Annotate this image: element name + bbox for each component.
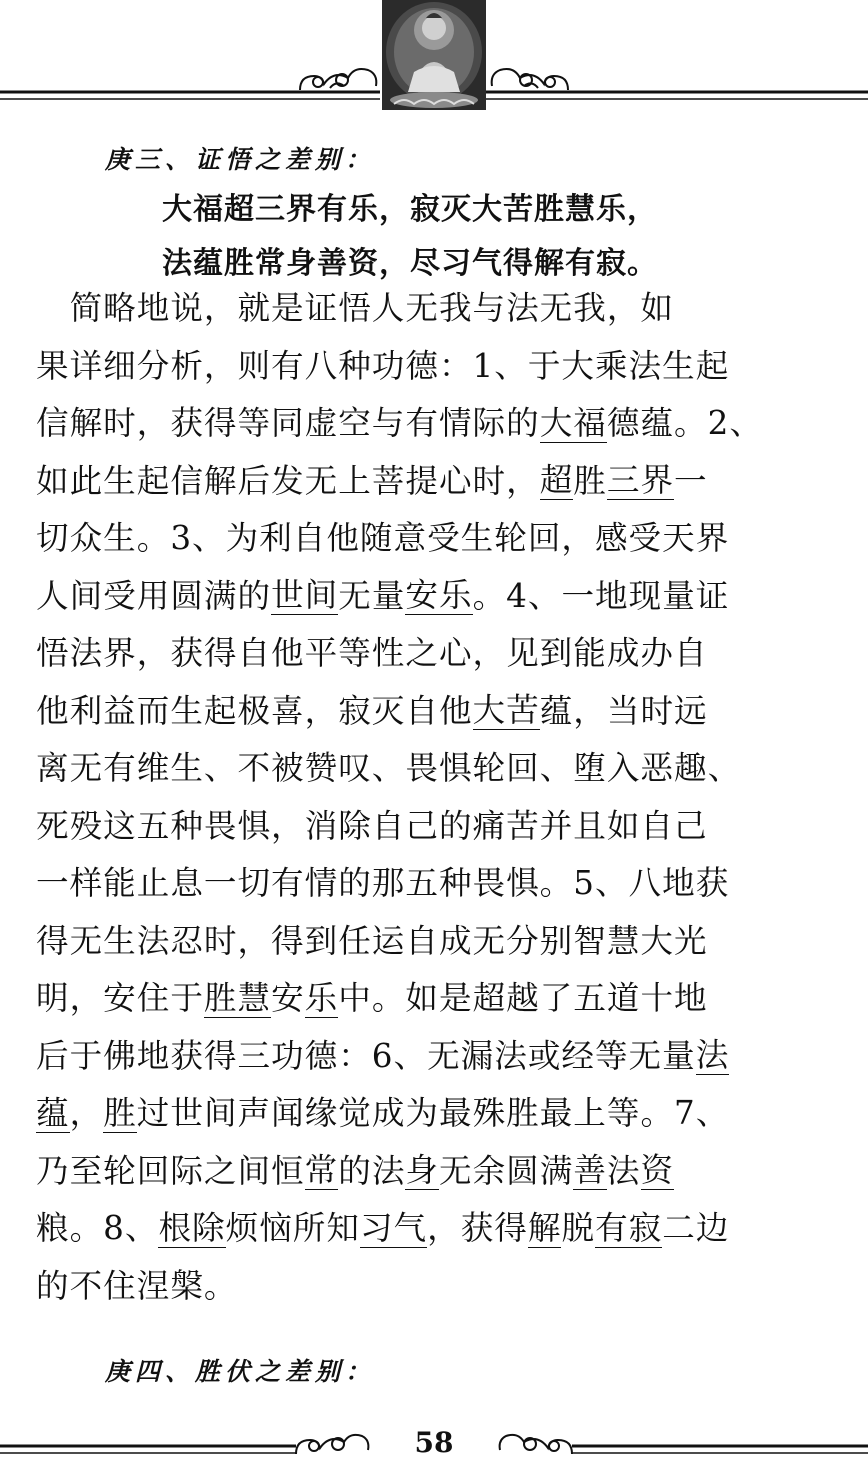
body-line bbox=[36, 453, 828, 511]
text-run: 粮。8、 bbox=[36, 1209, 159, 1247]
underlined-term: 身 bbox=[405, 1151, 439, 1190]
body-line bbox=[36, 1085, 828, 1143]
text-run: 一样能止息一切有情的那五种畏惧。5、八地获 bbox=[36, 864, 730, 902]
body-line bbox=[36, 855, 828, 913]
underlined-term: 资 bbox=[640, 1151, 675, 1190]
body-line bbox=[36, 568, 828, 626]
underlined-term: 超 bbox=[539, 461, 574, 500]
body-line bbox=[36, 280, 828, 338]
footer-cloud-right-icon bbox=[500, 1435, 572, 1454]
text-run: 安 bbox=[271, 979, 305, 1017]
text-run: 他利益而生起极喜，寂灭自他 bbox=[36, 691, 473, 730]
verse-line-1: 大福超三界有乐，寂灭大苦胜慧乐， bbox=[162, 192, 658, 227]
text-run: 二边 bbox=[662, 1209, 730, 1247]
body-line bbox=[36, 510, 828, 568]
underlined-term: 大福 bbox=[539, 403, 607, 442]
buddha-medallion-icon bbox=[382, 0, 486, 110]
text-run: 过世间声闻缘觉成为最殊胜最上等。7、 bbox=[136, 1094, 730, 1132]
text-run: 德蕴。2、 bbox=[606, 404, 763, 442]
body-line bbox=[36, 395, 828, 453]
text-run: 果详细分析，则有八种功德：1、于大乘法生起 bbox=[36, 346, 730, 385]
text-run: 信解时，获得等同虚空与有情际的 bbox=[36, 404, 540, 442]
body-line bbox=[36, 1028, 828, 1086]
underlined-term: 胜慧 bbox=[203, 978, 272, 1017]
section-heading-4: 庚四、胜伏之差别： bbox=[105, 1357, 376, 1386]
text-run: 烦恼所知 bbox=[225, 1209, 360, 1247]
body-line bbox=[36, 338, 828, 396]
underlined-term: 三界 bbox=[606, 461, 675, 500]
text-run: 明，安住于 bbox=[36, 979, 204, 1017]
body-line bbox=[36, 1143, 828, 1201]
text-run: 无量 bbox=[338, 576, 406, 615]
cloud-scroll-left-icon bbox=[300, 69, 376, 90]
text-run: 死殁这五种畏惧，消除自己的痛苦并且如自己 bbox=[36, 806, 708, 845]
footer-cloud-left-icon bbox=[296, 1435, 368, 1454]
text-run: ，获得 bbox=[427, 1209, 528, 1247]
text-run: 的法 bbox=[338, 1151, 406, 1190]
text-run: 如此生起信解后发无上菩提心时， bbox=[36, 461, 540, 500]
text-run: 胜 bbox=[573, 461, 607, 500]
page-number: 58 bbox=[414, 1426, 454, 1459]
underlined-term: 安乐 bbox=[405, 576, 473, 615]
commentary-paragraph bbox=[36, 280, 828, 1315]
body-line bbox=[36, 970, 828, 1028]
underlined-term: 根除 bbox=[158, 1208, 226, 1247]
body-line bbox=[36, 913, 828, 971]
body-line bbox=[36, 625, 828, 683]
underlined-term: 蕴 bbox=[36, 1093, 70, 1132]
text-run: 人间受用圆满的 bbox=[36, 576, 272, 615]
underlined-term: 世间 bbox=[271, 576, 339, 615]
text-run: 蕴，当时远 bbox=[539, 691, 708, 730]
text-run: 中。如是超越了五道十地 bbox=[338, 979, 708, 1017]
underlined-term: 解 bbox=[527, 1208, 562, 1247]
underlined-term: 常 bbox=[304, 1151, 339, 1190]
text-run: 后于佛地获得三功德：6、无漏法或经等无量 bbox=[36, 1036, 696, 1075]
text-run: 的不住涅槃。 bbox=[36, 1266, 238, 1305]
underlined-term: 有寂 bbox=[595, 1208, 663, 1247]
text-run: 一 bbox=[674, 461, 708, 500]
underlined-term: 胜 bbox=[103, 1093, 137, 1132]
text-run: 脱 bbox=[561, 1209, 596, 1247]
text-run: 得无生法忍时，得到任运自成无分别智慧大光 bbox=[36, 921, 708, 960]
body-line bbox=[36, 1200, 828, 1258]
text-run: 离无有维生、不被赞叹、畏惧轮回、堕入恶趣、 bbox=[36, 749, 742, 787]
text-run: 切众生。3、为利自他随意受生轮回，感受天界 bbox=[36, 519, 730, 557]
text-run: 悟法界，获得自他平等性之心，见到能成办自 bbox=[36, 634, 708, 672]
underlined-term: 善 bbox=[573, 1151, 607, 1190]
header-ornament bbox=[0, 0, 868, 115]
section-heading-3: 庚三、证悟之差别： bbox=[105, 145, 376, 174]
text-run: 乃至轮回际之间恒 bbox=[36, 1151, 305, 1190]
body-line bbox=[36, 740, 828, 798]
text-run: 简略地说，就是证悟人无我与法无我，如 bbox=[36, 289, 674, 327]
text-run: ， bbox=[69, 1094, 104, 1132]
cloud-scroll-right-icon bbox=[492, 69, 568, 90]
text-run: 无余圆满 bbox=[439, 1151, 574, 1190]
underlined-term: 法 bbox=[695, 1036, 730, 1075]
text-run: 。4、一地现量证 bbox=[472, 576, 730, 615]
verse-line-2: 法蕴胜常身善资，尽习气得解有寂。 bbox=[162, 246, 658, 281]
underlined-term: 习气 bbox=[359, 1208, 428, 1247]
body-line bbox=[36, 798, 828, 856]
body-line bbox=[36, 1258, 828, 1316]
underlined-term: 乐 bbox=[304, 978, 339, 1017]
body-line bbox=[36, 683, 828, 741]
text-run: 法 bbox=[606, 1151, 641, 1190]
underlined-term: 大苦 bbox=[472, 691, 540, 730]
